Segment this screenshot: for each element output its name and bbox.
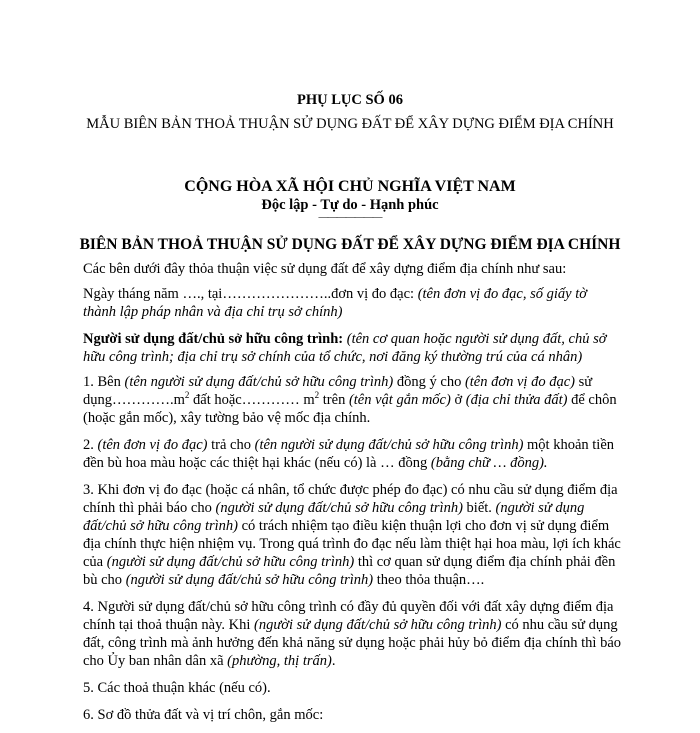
item-1-text: để chôn (hoặc gắn mốc), xây tường bảo vệ mốc địa chính. — [83, 392, 617, 426]
motto-underline: ——————— — [318, 212, 382, 223]
item-2-italic: (bằng chữ … đồng). — [430, 455, 548, 471]
item-4-text: 4. Người sử dụng đất/chủ sở hữu công trình có đầy đủ quyền đối với đất xây dựng điểm địa chính tại thoả thuận này. Khi — [83, 599, 614, 633]
national-motto: Độc lập - Tự do - Hạnh phúc — [261, 197, 439, 213]
date-text: Ngày tháng năm …., tại…………………..đơn vị đo đạc: — [83, 286, 418, 302]
item-1-text: đất hoặc………… m — [189, 392, 315, 408]
item-3-italic: (người sử dụng đất/chủ sở hữu công trình) — [83, 500, 585, 534]
item-1-text: 1. Bên — [83, 374, 125, 390]
item-3-italic: (người sử dụng đất/chủ sở hữu công trình) — [215, 500, 463, 516]
item-4-text: . — [331, 653, 336, 669]
intro-paragraph: Các bên dưới đây thỏa thuận việc sử dụng đất để xây dựng điểm địa chính như sau: — [83, 261, 567, 277]
user-italic: (tên cơ quan hoặc người sử dụng đất, chủ sở hữu công trình; địa chỉ trụ sở chính của tổ chức, nơi đăng ký thường trú của cá nhân) — [83, 331, 607, 365]
appendix-title: MẪU BIÊN BẢN THOẢ THUẬN SỬ DỤNG ĐẤT ĐỂ XÂY DỰNG ĐIỂM ĐỊA CHÍNH — [86, 116, 614, 132]
item-4 — [83, 598, 623, 670]
item-3-text: 3. Khi đơn vị đo đạc (hoặc cá nhân, tổ chức được phép đo đạc) có nhu cầu sử dụng điểm địa chính thì phải báo cho — [83, 482, 618, 516]
user-label: Người sử dụng đất/chủ sở hữu công trình: — [83, 331, 347, 347]
item-3-text: thì cơ quan sử dụng điểm địa chính phải đền bù cho — [83, 554, 616, 588]
document-body — [83, 260, 623, 733]
item-1-italic: (tên đơn vị đo đạc) — [464, 374, 575, 390]
item-6: 6. Sơ đồ thửa đất và vị trí chôn, gắn mốc: — [83, 707, 324, 723]
item-3 — [83, 481, 623, 589]
item-1-superscript: 2 — [184, 390, 190, 401]
item-1-text: sử dụng………….m — [83, 374, 593, 408]
item-1 — [83, 373, 623, 427]
item-2-text: một khoản tiền đền bù hoa màu hoặc các thiệt hại khác (nếu có) là … đồng — [83, 437, 615, 471]
item-1-text: trên — [319, 392, 349, 408]
user-paragraph — [83, 330, 623, 366]
item-2 — [83, 436, 623, 472]
item-5: 5. Các thoả thuận khác (nếu có). — [83, 680, 271, 696]
item-4-text: có nhu cầu sử dụng đất, công trình mà ảnh hưởng đến khả năng sử dụng hoặc phải hủy bỏ điểm địa chính thì báo cho Ủy ban nhân dân xã — [83, 617, 622, 669]
item-1-italic: (địa chỉ thửa đất) — [465, 392, 568, 408]
item-1-superscript: 2 — [314, 390, 320, 401]
item-3-italic: (người sử dụng đất/chủ sở hữu công trình) — [106, 554, 355, 570]
item-2-italic: (tên người sử dụng đất/chủ sở hữu công trình) — [254, 437, 524, 453]
item-2-text: 2. — [83, 437, 98, 453]
item-3-text: có trách nhiệm tạo điều kiện thuận lợi cho đơn vị sử dụng điểm địa chính thực hiện nhiệm vụ. Trong quá trình đo đạc nếu làm thiệt hại hoa màu, lợi ích khác của — [83, 518, 621, 570]
item-3-text: theo thỏa thuận…. — [373, 572, 485, 588]
date-italic: (tên đơn vị đo đạc, số giấy tờ thành lập pháp nhân và địa chỉ trụ sở chính) — [83, 286, 587, 320]
item-3-italic: (người sử dụng đất/chủ sở hữu công trình) — [125, 572, 374, 588]
item-4-italic: (người sử dụng đất/chủ sở hữu công trình) — [254, 617, 502, 633]
country-name: CỘNG HÒA XÃ HỘI CHỦ NGHĨA VIỆT NAM — [184, 178, 516, 195]
item-2-italic: (tên đơn vị đo đạc) — [97, 437, 208, 453]
item-1-italic: (tên người sử dụng đất/chủ sở hữu công trình) — [124, 374, 394, 390]
item-1-text: ở — [450, 392, 466, 408]
item-4-italic: (phường, thị trấn) — [227, 653, 332, 669]
item-1-italic: (tên vật gắn mốc) — [348, 392, 451, 408]
appendix-number: PHỤ LỤC SỐ 06 — [297, 92, 403, 108]
item-1-text: đồng ý cho — [393, 374, 465, 390]
item-2-text: trả cho — [207, 437, 255, 453]
item-3-text: biết. — [462, 500, 496, 516]
date-paragraph — [83, 285, 623, 321]
document-title: BIÊN BẢN THOẢ THUẬN SỬ DỤNG ĐẤT ĐỂ XÂY DỰNG ĐIỂM ĐỊA CHÍNH — [79, 236, 621, 253]
